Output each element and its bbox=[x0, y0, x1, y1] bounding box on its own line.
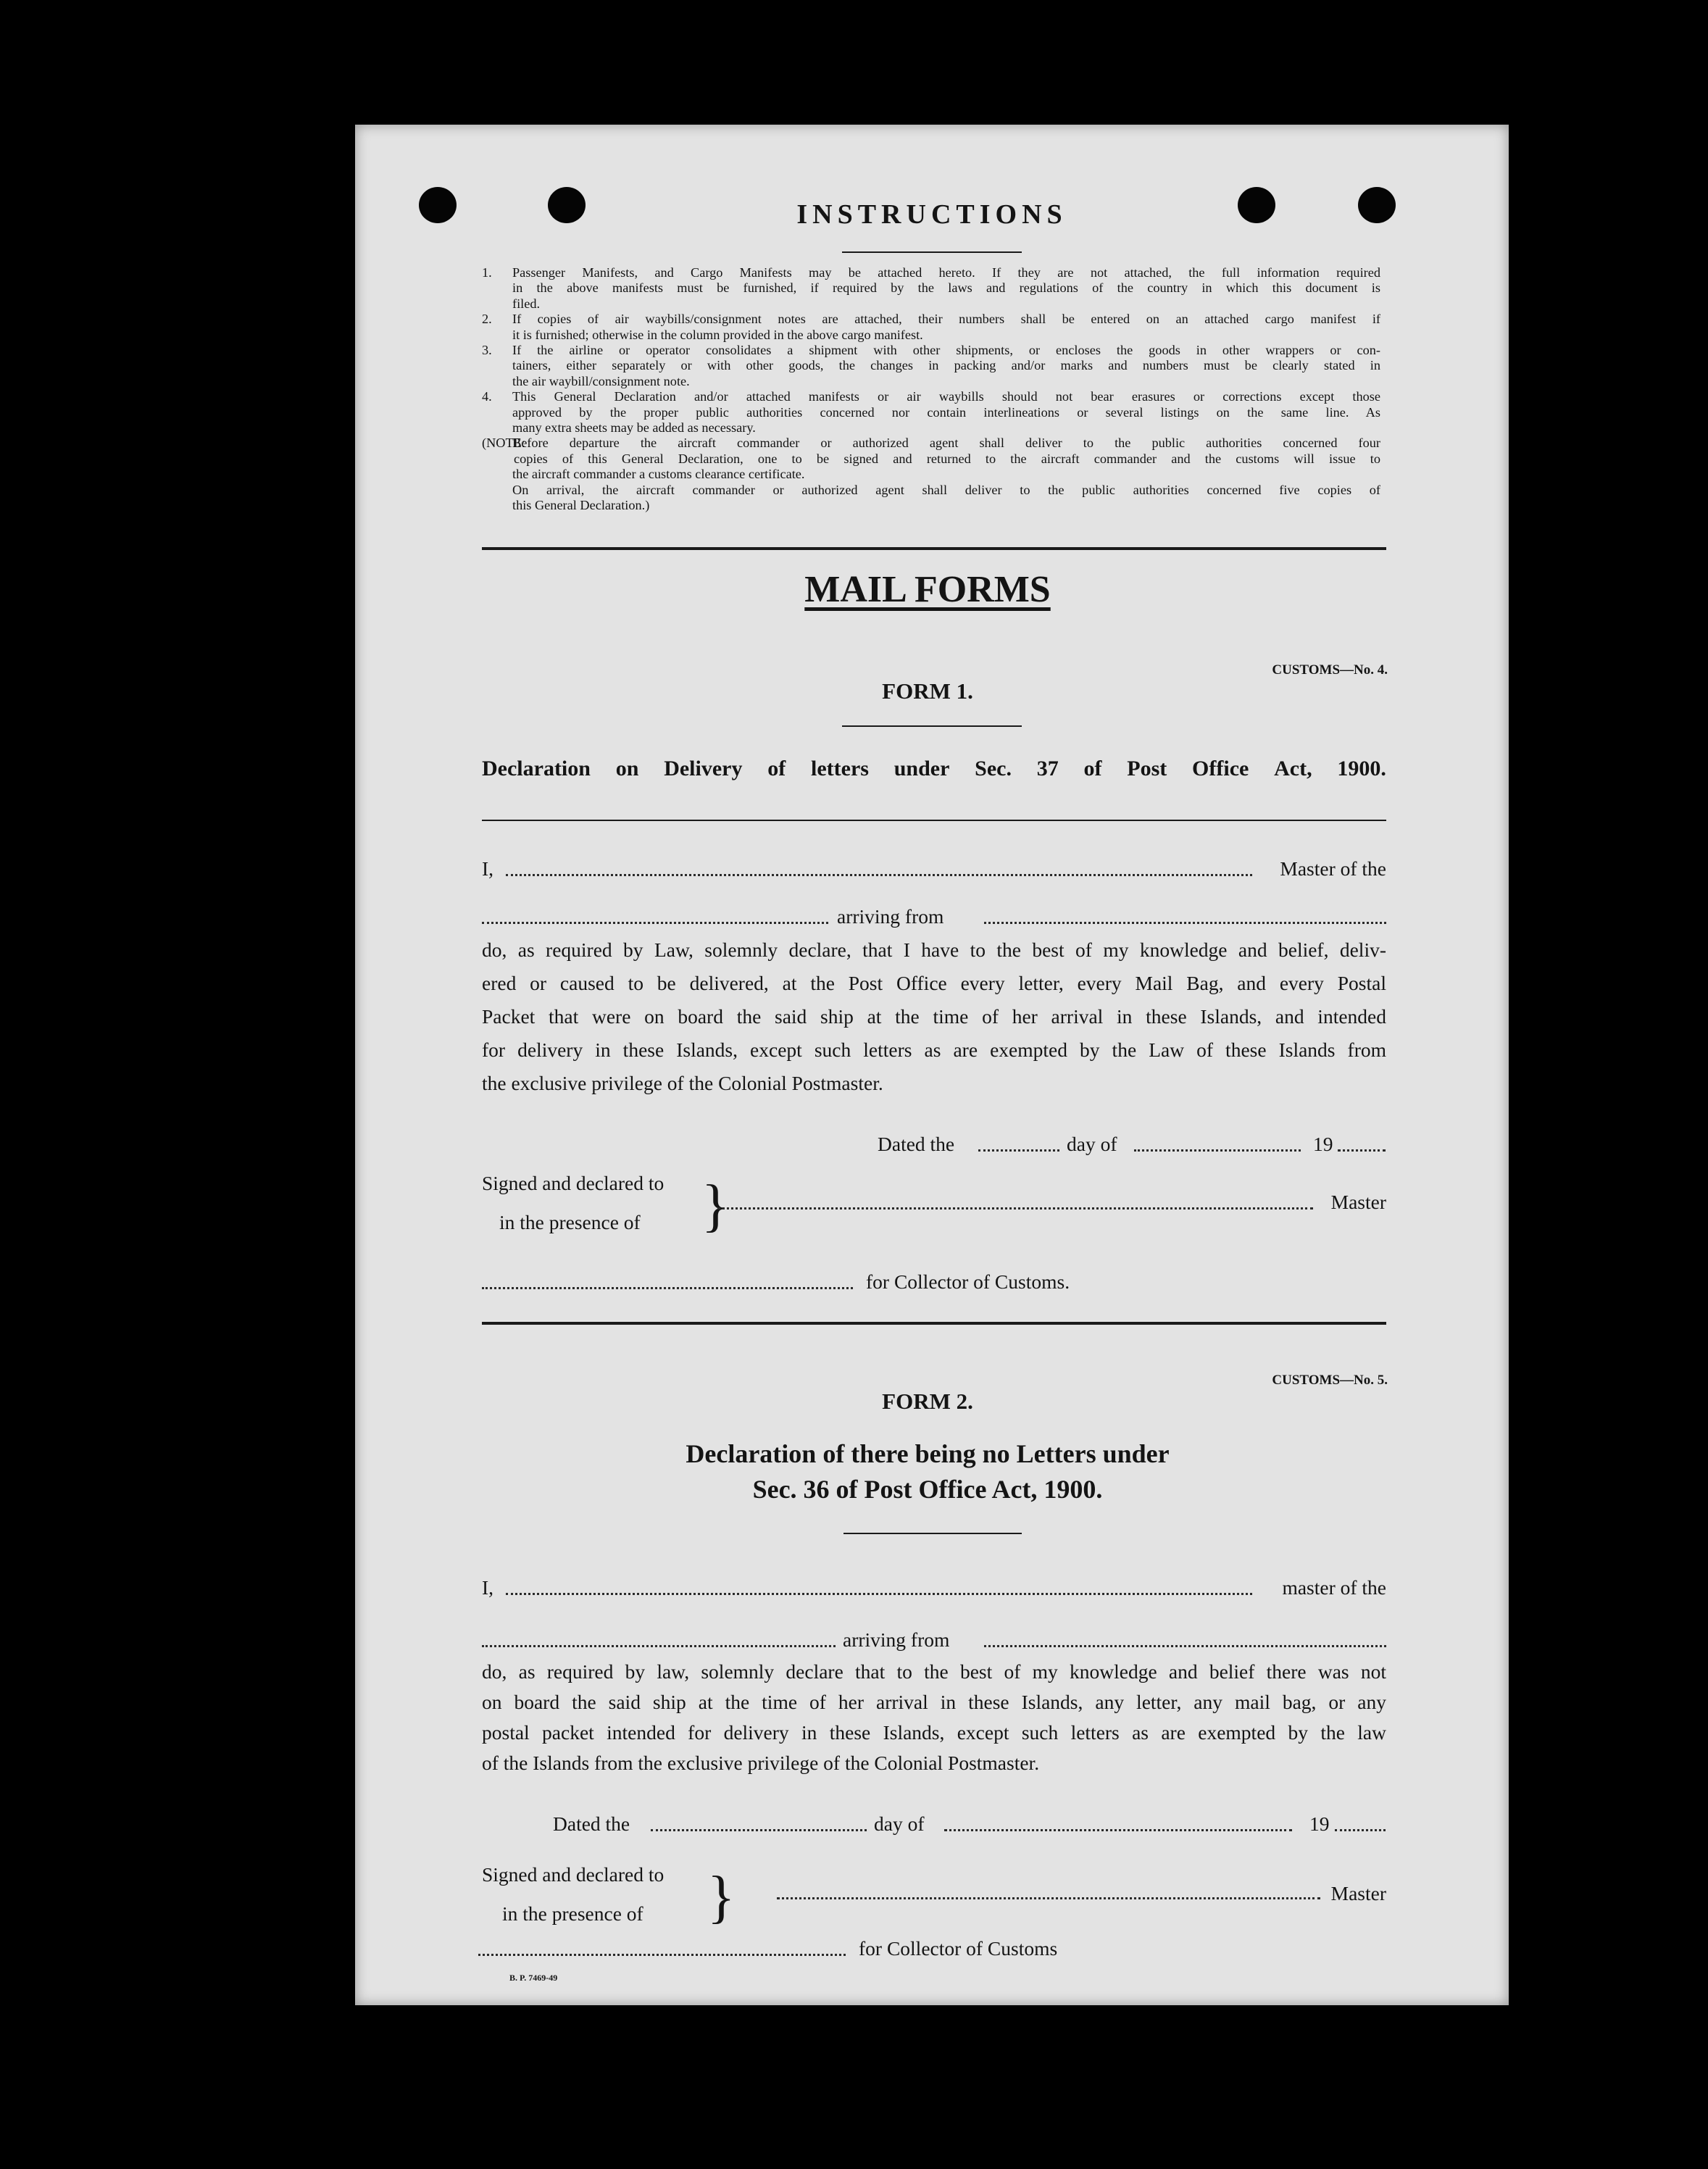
instruction-item-2: 2. If copies of air waybills/consignment notes are attached, their numbers shall be entered on an attached cargo manifest if it is furnished; otherwise in the column provided in the above cargo manifest. bbox=[482, 312, 1380, 342]
instructions-list bbox=[482, 265, 1380, 514]
form1-master-label: Master bbox=[1330, 1191, 1386, 1213]
form2-arriving-from: arriving from bbox=[843, 1628, 950, 1651]
form2-signed-declared: Signed and declared to bbox=[482, 1863, 665, 1886]
form1-year-field[interactable] bbox=[1338, 1149, 1386, 1152]
form1-collector-field[interactable] bbox=[482, 1287, 853, 1289]
form2-day-of: day of bbox=[874, 1812, 925, 1835]
form1-master-of-the: Master of the bbox=[1280, 857, 1386, 880]
form1-master-name-field[interactable] bbox=[506, 874, 1252, 876]
form2-date-day-field[interactable] bbox=[651, 1829, 867, 1831]
form2-master-name-field[interactable] bbox=[506, 1593, 1252, 1595]
instructions-heading: INSTRUCTIONS bbox=[796, 199, 1067, 230]
print-code: B. P. 7469-49 bbox=[509, 1973, 558, 1983]
form2-collector-field[interactable] bbox=[478, 1954, 846, 1956]
form2-year-field[interactable] bbox=[1335, 1829, 1386, 1831]
form2-declaration-underline bbox=[843, 1533, 1022, 1534]
form1-origin-field[interactable] bbox=[984, 922, 1386, 924]
form1-arriving-from: arriving from bbox=[837, 905, 944, 928]
form1-declaration: Declaration on Delivery of letters under Sec. 37 of Post Office Act, 1900. bbox=[482, 757, 1386, 780]
punch-hole-2 bbox=[548, 187, 586, 223]
form2-in-presence-of: in the presence of bbox=[502, 1902, 643, 1925]
form1-label-underline bbox=[842, 725, 1022, 727]
form1-signed-declared: Signed and declared to bbox=[482, 1172, 665, 1194]
instruction-item-3: 3. If the airline or operator consolidates a shipment with other shipments, or encloses the goods in other wrappers or con- tainers, either separately or with other goods, the changes in packing and/or marks and numbers must be clearly stated in the air waybill/consignment note. bbox=[482, 343, 1380, 388]
form1-body-text: do, as required by Law, solemnly declare, that I have to the best of my knowledge and belief, deliv- ered or caused to be delivered, at the Post Office every letter, every Mail Bag, and every Postal Packet that were on board the said ship at the time of her arrival in these Islands, and intended for delivery in these Islands, except such letters as are exempted by the Law of these Islands from the exclusive privilege of the Colonial Postmaster. bbox=[482, 938, 1386, 1094]
form1-day-of: day of bbox=[1067, 1133, 1117, 1155]
form1-signature-field[interactable] bbox=[717, 1207, 1313, 1210]
form1-in-presence-of: in the presence of bbox=[499, 1211, 641, 1233]
instructions-underline bbox=[842, 251, 1022, 253]
document-sheet bbox=[355, 125, 1509, 2005]
form2-for-collector: for Collector of Customs bbox=[859, 1937, 1058, 1960]
instruction-item-4: 4. This General Declaration and/or attached manifests or air waybills should not bear erasures or corrections except those approved by the proper public authorities concerned nor contain interlineations or several listings on the same line. As many extra sheets may be added as necessary. bbox=[482, 389, 1380, 436]
punch-hole-3 bbox=[1238, 187, 1275, 223]
form1-date-month-field[interactable] bbox=[1134, 1149, 1301, 1152]
form1-i-label: I, bbox=[482, 857, 494, 880]
form1-ship-name-field[interactable] bbox=[482, 922, 828, 924]
form1-label: FORM 1. bbox=[882, 678, 973, 704]
form2-declaration: Declaration of there being no Letters under Sec. 36 of Post Office Act, 1900. bbox=[686, 1439, 1170, 1504]
form1-date-day-field[interactable] bbox=[978, 1149, 1059, 1152]
form1-for-collector: for Collector of Customs. bbox=[866, 1270, 1070, 1293]
form2-master-of-the: master of the bbox=[1282, 1576, 1386, 1599]
form2-dated-the: Dated the bbox=[553, 1812, 630, 1835]
form2-signature-field[interactable] bbox=[777, 1897, 1320, 1899]
form2-date-month-field[interactable] bbox=[944, 1829, 1292, 1831]
form1-declaration-rule bbox=[482, 820, 1386, 821]
form2-customs-no: CUSTOMS—No. 5. bbox=[1272, 1373, 1388, 1388]
form1-dated-the: Dated the bbox=[878, 1133, 955, 1155]
mail-forms-title: MAIL FORMS bbox=[804, 569, 1051, 610]
punch-hole-1 bbox=[419, 187, 457, 223]
form2-origin-field[interactable] bbox=[984, 1645, 1386, 1647]
punch-hole-4 bbox=[1358, 187, 1396, 223]
form2-body-text: do, as required by law, solemnly declare that to the best of my knowledge and belief there was not on board the said ship at the time of her arrival in these Islands, any letter, any mail bag, or any postal packet intended for delivery in these Islands, except such letters as are exempted by the law of the Islands from the exclusive privilege of the Colonial Postmaster. bbox=[482, 1660, 1386, 1774]
form2-master-label: Master bbox=[1330, 1882, 1386, 1904]
section-divider-middle bbox=[482, 1322, 1386, 1325]
form1-brace: } bbox=[701, 1174, 730, 1238]
form2-ship-name-field[interactable] bbox=[482, 1645, 836, 1647]
instruction-item-1: 1. Passenger Manifests, and Cargo Manifests may be attached hereto. If they are not attached, the full information required in the above manifests must be furnished, if required by the laws and regulations of the country in which this document is filed. bbox=[482, 265, 1380, 311]
instruction-note: (NOTE: Before departure the aircraft commander or authorized agent shall deliver to the public authorities concerned four copies of this General Declaration, one to be signed and returned to the aircraft commander and the customs will issue to the aircraft commander a customs clearance certificate. On arrival, the aircraft commander or authorized agent shall deliver to the public authorities concerned five copies of this General Declaration.) bbox=[482, 436, 1380, 513]
form2-brace: } bbox=[707, 1865, 736, 1929]
form2-label: FORM 2. bbox=[882, 1389, 973, 1414]
form1-customs-no: CUSTOMS—No. 4. bbox=[1272, 662, 1388, 678]
form2-i-label: I, bbox=[482, 1576, 494, 1599]
form1-year-prefix: 19 bbox=[1313, 1133, 1333, 1155]
form2-year-prefix: 19 bbox=[1309, 1812, 1330, 1835]
section-divider-top bbox=[482, 547, 1386, 550]
